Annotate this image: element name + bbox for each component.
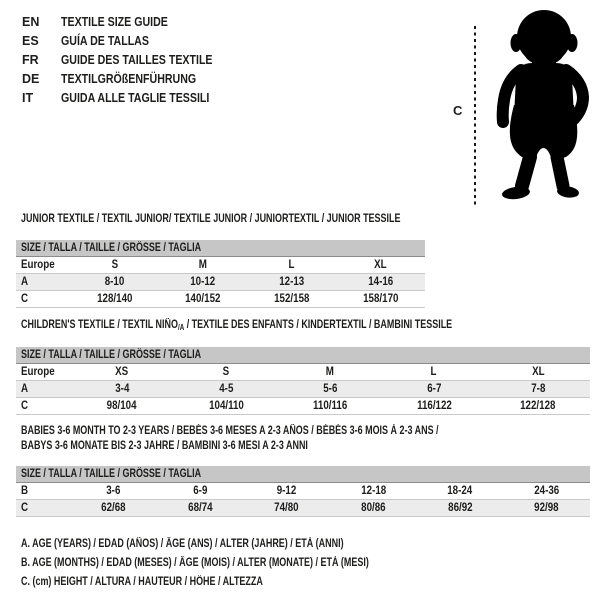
size-cell: L xyxy=(288,259,295,271)
row-label-cell: B xyxy=(21,485,29,497)
language-code: DE xyxy=(22,72,40,86)
language-row xyxy=(22,70,239,89)
row-label-cell: C xyxy=(21,400,29,412)
language-row xyxy=(22,13,239,32)
size-cell: 68/74 xyxy=(187,502,213,514)
language-row xyxy=(22,32,239,51)
size-header-row: SIZE / TALLA / TAILLE / GRÖSSE / TAGLIA xyxy=(16,347,590,364)
size-cell: 74/80 xyxy=(274,502,299,514)
size-cell: 62/68 xyxy=(101,502,126,514)
size-cell: 7-8 xyxy=(530,383,546,395)
size-cell: 12-18 xyxy=(360,485,386,497)
height-dashed-line-icon xyxy=(473,26,477,207)
size-cell: 116/122 xyxy=(416,400,452,412)
row-label-cell: A xyxy=(21,276,29,288)
size-cell: XL xyxy=(531,366,545,378)
row-label-cell: Europe xyxy=(21,259,55,271)
table-row-a xyxy=(16,274,425,291)
size-cell: 14-16 xyxy=(368,276,394,288)
language-label: GUÍA DE TALLAS xyxy=(61,34,149,48)
language-label: GUIDA ALLE TAGLIE TESSILI xyxy=(61,91,210,105)
size-cell: 3-6 xyxy=(106,485,121,497)
row-label-cell: C xyxy=(21,293,29,305)
footnote-c: C. (cm) HEIGHT / ALTURA / HAUTEUR / HÖHE / ALTEZZA xyxy=(21,576,263,588)
size-header-row: SIZE / TALLA / TAILLE / GRÖSSE / TAGLIA xyxy=(16,240,425,257)
size-cell: 104/110 xyxy=(208,400,244,412)
table-row-c xyxy=(16,398,590,415)
size-cell: M xyxy=(199,259,208,271)
children-section-title: CHILDREN'S TEXTILE / TEXTIL $NIÑO_{/A}$ / TEXTILE DES ENFANTS / KINDERTEXTIL / BAMBINI TESSILE xyxy=(21,319,453,332)
size-header-row: SIZE / TALLA / TAILLE / GRÖSSE / TAGLIA xyxy=(16,466,590,483)
footnote-b: B. AGE (MONTHS) / EDAD (MESES) / ÂGE (MOIS) / ALTER (MONATE) / ETÀ (MESI) xyxy=(21,557,369,569)
table-row-c xyxy=(16,291,425,308)
language-list xyxy=(22,13,239,108)
size-cell: 10-12 xyxy=(190,276,216,288)
babies-section-title: BABIES 3-6 MONTH TO 2-3 YEARS / BEBÉS 3-6 MESES A 2-3 AÑOS / BÉBÉS 3-6 MOIS À 2-3 ANS / BABYS 3-6 MONATE BIS 2-3 JAHRE / BAMBINI 3-6 MESI A 2-3 ANNI xyxy=(21,425,439,452)
height-letter-label: C xyxy=(453,103,463,118)
language-label: TEXTILE SIZE GUIDE xyxy=(61,15,168,29)
language-code: ES xyxy=(22,34,39,48)
size-cell: 3-4 xyxy=(114,383,130,395)
size-cell: 98/104 xyxy=(107,400,137,412)
size-cell: 92/98 xyxy=(534,502,559,514)
footnote-legend xyxy=(21,535,467,592)
table-row-b xyxy=(16,483,590,500)
table-row-a xyxy=(16,381,590,398)
size-cell: 140/152 xyxy=(185,293,221,305)
language-row xyxy=(22,51,239,70)
size-cell: 5-6 xyxy=(322,383,338,395)
footnote-a: A. AGE (YEARS) / EDAD (AÑOS) / ÂGE (ANS) / ALTER (JAHRE) / ETÀ (ANNI) xyxy=(21,538,344,550)
language-label: TEXTILGRÖßENFÜHRUNG xyxy=(61,72,197,86)
table-row-europe xyxy=(16,364,590,381)
size-cell: XL xyxy=(374,259,387,271)
language-code: FR xyxy=(22,53,39,67)
size-cell: M xyxy=(325,366,335,378)
size-cell: L xyxy=(431,366,437,378)
language-row xyxy=(22,89,239,108)
row-label-cell: Europe xyxy=(21,366,55,378)
language-code: IT xyxy=(22,91,34,105)
junior-section-title: JUNIOR TEXTILE / TEXTIL JUNIOR/ TEXTILE JUNIOR / JUNIORTEXTIL / JUNIOR TESSILE xyxy=(21,213,401,225)
size-cell: 158/170 xyxy=(362,293,399,305)
height-measure-figure xyxy=(440,5,600,207)
size-cell: S xyxy=(222,366,230,378)
size-cell: 122/128 xyxy=(520,400,556,412)
size-cell: 152/158 xyxy=(274,293,310,305)
table-row-c xyxy=(16,500,590,517)
size-cell: 110/116 xyxy=(312,400,348,412)
size-cell: 86/92 xyxy=(447,502,473,514)
toddler-silhouette-icon xyxy=(488,7,596,205)
children-size-table xyxy=(16,347,590,415)
size-cell: 6-9 xyxy=(192,485,208,497)
size-cell: 18-24 xyxy=(447,485,473,497)
size-cell: 24-36 xyxy=(534,485,560,497)
size-cell: 6-7 xyxy=(426,383,442,395)
size-cell: 80/86 xyxy=(361,502,386,514)
junior-size-table xyxy=(16,240,425,308)
row-label-cell: C xyxy=(21,502,29,514)
size-cell: XS xyxy=(115,366,129,378)
size-cell: S xyxy=(111,259,118,271)
row-label-cell: A xyxy=(21,383,29,395)
title-subscript: /A xyxy=(177,323,185,332)
language-code: EN xyxy=(22,15,40,29)
size-cell: 12-13 xyxy=(279,276,305,288)
size-cell: 8-10 xyxy=(104,276,125,288)
language-label: GUIDE DES TAILLES TEXTILE xyxy=(61,53,213,67)
babies-size-table xyxy=(16,466,590,517)
size-cell: 128/140 xyxy=(96,293,133,305)
size-cell: 4-5 xyxy=(218,383,234,395)
size-cell: 9-12 xyxy=(276,485,297,497)
table-row-europe xyxy=(16,257,425,274)
